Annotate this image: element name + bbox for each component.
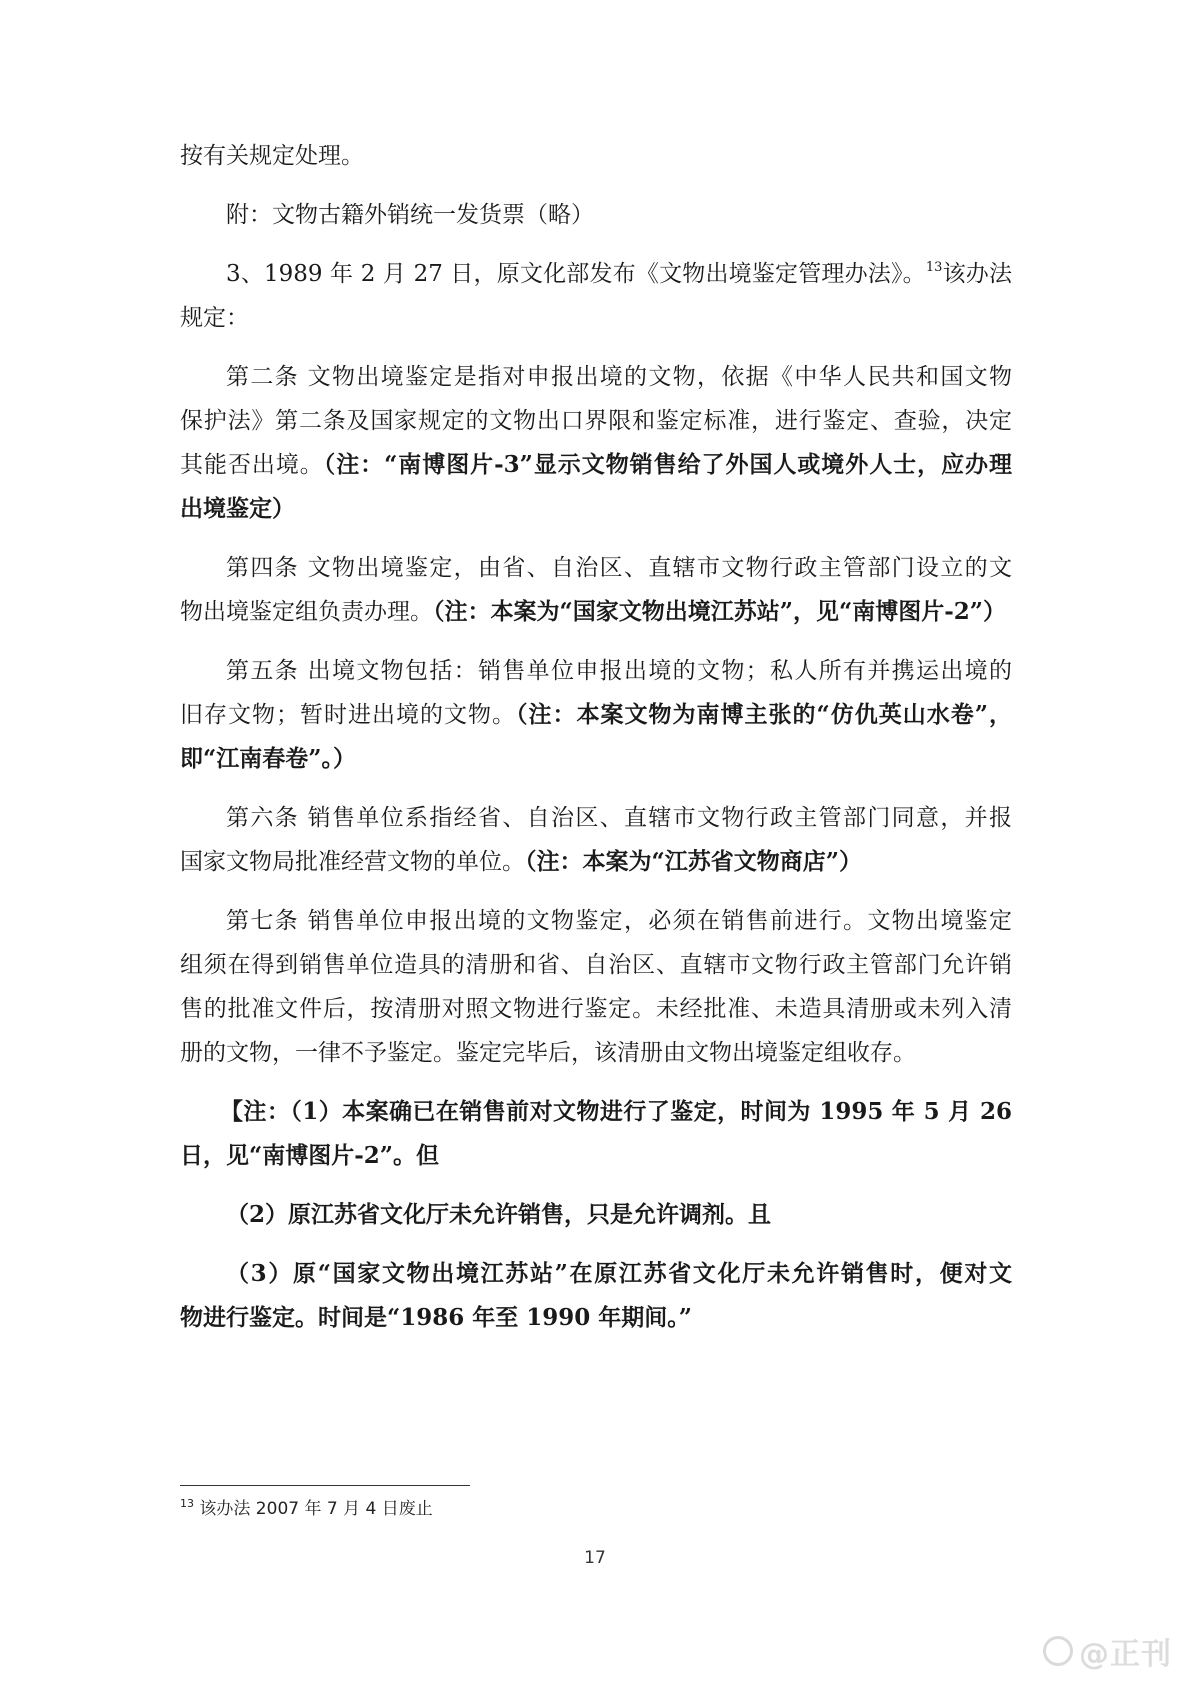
paragraph-line: 其能否出境。（注：“南博图片-3”显示文物销售给了外国人或境外人士，应办理 <box>180 451 1012 478</box>
footnote: $^{13}$ 该办法 2007 年 7 月 4 日废止 <box>180 1497 433 1519</box>
annotation-note: （2）原江苏省文化厅未允许销售，只是允许调剂。且 <box>226 1201 772 1228</box>
paragraph-line: 旧存文物；暂时进出境的文物。（注：本案文物为南博主张的“仿仇英山水卷”， <box>180 701 1012 728</box>
annotation-note: 即“江南春卷”。） <box>180 745 356 772</box>
paragraph-line: 物出境鉴定组负责办理。（注：本案为“国家文物出境江苏站”，见“南博图片-2”） <box>180 598 1006 625</box>
watermark: @正刊 <box>1043 1631 1172 1671</box>
annotation-note: （注：本案为“国家文物出境江苏站”，见“南博图片-2”） <box>433 598 1006 625</box>
paragraph-line: 规定： <box>180 305 249 331</box>
paragraph-line: 3、1989 年 2 月 27 日，原文化部发布《文物出境鉴定管理办法》。$^{13}$该办法 <box>226 260 1012 287</box>
paragraph-line: 第五条 出境文物包括：销售单位申报出境的文物；私人所有并携运出境的 <box>226 658 1012 684</box>
paragraph-line: 售的批准文件后，按清册对照文物进行鉴定。未经批准、未造具清册或未列入清 <box>180 996 1012 1022</box>
footnote-divider <box>180 1485 470 1486</box>
paragraph-line: 第七条 销售单位申报出境的文物鉴定，必须在销售前进行。文物出境鉴定 <box>226 908 1012 934</box>
annotation-note: 日，见“南博图片-2”。但 <box>180 1142 440 1169</box>
annotation-note: （注：本案为“江苏省文物商店”） <box>525 848 862 875</box>
watermark-logo-icon <box>1043 1636 1073 1666</box>
footnote-ref[interactable]: 13 <box>925 260 943 275</box>
annotation-note: （注：本案文物为南博主张的“仿仇英山水卷”， <box>516 701 1012 728</box>
annotation-note: 物进行鉴定。时间是“1986 年至 1990 年期间。” <box>180 1304 693 1331</box>
annotation-note: （注：“南博图片-3”显示文物销售给了外国人或境外人士，应办理 <box>323 451 1012 478</box>
paragraph-line: 第四条 文物出境鉴定，由省、自治区、直辖市文物行政主管部门设立的文 <box>226 555 1012 581</box>
paragraph-line: 附：文物古籍外销统一发货票（略） <box>226 202 594 228</box>
paragraph-line: 第二条 文物出境鉴定是指对申报出境的文物，依据《中华人民共和国文物 <box>226 364 1012 390</box>
paragraph-line: 按有关规定处理。 <box>180 143 364 169</box>
paragraph-line: 国家文物局批准经营文物的单位。（注：本案为“江苏省文物商店”） <box>180 848 862 875</box>
annotation-note: （3）原“国家文物出境江苏站”在原江苏省文化厅未允许销售时，便对文 <box>226 1260 1012 1287</box>
annotation-note: 【注：（1）本案确已在销售前对文物进行了鉴定，时间为 1995 年 5 月 26 <box>220 1098 1012 1125</box>
page-number: 17 <box>584 1548 606 1568</box>
annotation-note: 出境鉴定） <box>180 495 295 522</box>
paragraph-line: 保护法》第二条及国家规定的文物出口界限和鉴定标准，进行鉴定、查验，决定 <box>180 408 1012 434</box>
paragraph-line: 册的文物，一律不予鉴定。鉴定完毕后，该清册由文物出境鉴定组收存。 <box>180 1040 916 1066</box>
paragraph-line: 组须在得到销售单位造具的清册和省、自治区、直辖市文物行政主管部门允许销 <box>180 952 1012 978</box>
paragraph-line: 第六条 销售单位系指经省、自治区、直辖市文物行政主管部门同意，并报 <box>226 805 1012 831</box>
